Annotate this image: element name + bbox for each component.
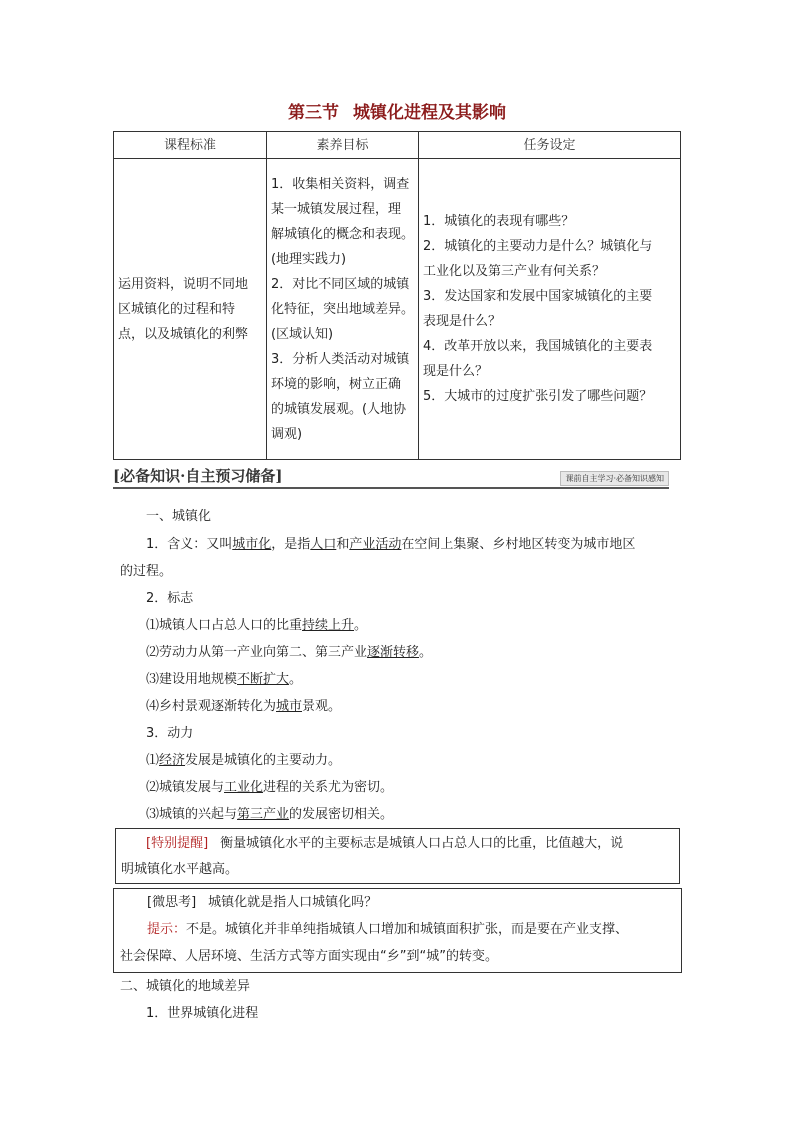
standard-line: 点，以及城镇化的利弊 (118, 326, 249, 342)
goal-line: (地理实践力) (270, 251, 347, 267)
task-line: 现是什么？ (423, 364, 489, 379)
standard-line: 运用资料，说明不同地 (118, 276, 249, 292)
heading-world-process: 1．世界城镇化进程 (146, 1006, 259, 1021)
heading-drivers: 3．动力 (146, 726, 194, 741)
goal-line: 的城镇发展观。(人地协 (270, 401, 407, 417)
task-line: 4．改革开放以来，我国城镇化的主要表 (423, 339, 653, 354)
tip-label: [特别提醒] (146, 836, 209, 851)
special-tip-box (115, 828, 680, 884)
task-line: 3．发达国家和发展中国家城镇化的主要 (423, 289, 653, 304)
section-name: 城镇化进程及其影响 (353, 103, 506, 123)
driver-item: ⑵城镇发展与工业化进程的关系尤为密切。 (146, 780, 394, 795)
header-tasks: 任务设定 (419, 132, 681, 159)
driver-item: ⑴经济发展是城镇化的主要动力。 (146, 753, 342, 768)
indicator-item: ⑵劳动力从第一产业向第二、第三产业逐渐转移。 (146, 645, 433, 660)
goals-cell (266, 159, 418, 460)
heading-indicators: 2．标志 (146, 591, 194, 606)
task-line: 5．大城市的过度扩张引发了哪些问题？ (423, 389, 653, 404)
section-bar (113, 465, 669, 489)
hint-line-1: 提示：不是。城镇化并非单纯指城镇人口增加和城镇面积扩张，而是要在产业支撑、 (147, 922, 629, 937)
goal-line: 化特征，突出地域差异。 (270, 301, 414, 317)
header-goals: 素养目标 (266, 132, 418, 159)
section-tag: 课前自主学习·必备知识感知 (560, 471, 669, 486)
driver-item: ⑶城镇的兴起与第三产业的发展密切相关。 (146, 807, 394, 822)
tasks-cell (419, 159, 681, 460)
definition-line-2: 的过程。 (120, 564, 173, 579)
header-standard: 课程标准 (114, 132, 267, 159)
heading-regional-differences: 二、城镇化的地域差异 (120, 979, 251, 994)
standard-cell (114, 159, 267, 460)
goal-line: 解城镇化的概念和表现。 (270, 226, 414, 242)
goal-line: 2．对比不同区域的城镇 (270, 276, 410, 292)
curriculum-table (113, 131, 681, 460)
heading-urbanization: 一、城镇化 (146, 509, 212, 524)
think-question: [微思考] 城镇化就是指人口城镇化吗？ (147, 895, 378, 910)
section-heading: [必备知识·自主预习储备] (113, 467, 283, 485)
definition-line: 1．含义：又叫城市化，是指人口和产业活动在空间上集聚、乡村地区转变为城市地区 (146, 537, 636, 552)
table-header-row (114, 132, 681, 159)
task-line: 表现是什么？ (423, 314, 502, 329)
tip-line-1: [特别提醒] 衡量城镇化水平的主要标志是城镇人口占总人口的比重，比值越大，说 (146, 836, 624, 851)
section-divider (113, 487, 669, 489)
goal-line: 某一城镇发展过程，理 (270, 201, 401, 217)
task-line: 工业化以及第三产业有何关系？ (423, 264, 606, 279)
standard-line: 区城镇化的过程和特 (118, 301, 236, 317)
task-line: 2．城镇化的主要动力是什么？城镇化与 (423, 239, 653, 254)
indicator-item: ⑷乡村景观逐渐转化为城市景观。 (146, 699, 342, 714)
think-label: [微思考] (147, 895, 197, 910)
goal-line: (区域认知) (270, 326, 334, 342)
task-line: 1．城镇化的表现有哪些？ (423, 214, 575, 229)
indicator-item: ⑶建设用地规模不断扩大。 (146, 672, 303, 687)
micro-think-box (113, 888, 682, 973)
table-row (114, 159, 681, 460)
goal-line: 环境的影响，树立正确 (270, 376, 401, 392)
section-title (0, 98, 794, 123)
hint-label: 提示： (147, 922, 187, 937)
tip-line-2: 明城镇化水平越高。 (121, 862, 239, 877)
goal-line: 调观) (270, 426, 303, 442)
hint-line-2: 社会保障、人居环境、生活方式等方面实现由“乡”到“城”的转变。 (120, 949, 498, 964)
goal-line: 1．收集相关资料，调查 (270, 176, 410, 192)
goal-line: 3．分析人类活动对城镇 (270, 351, 410, 367)
section-number: 第三节 (288, 103, 339, 123)
indicator-item: ⑴城镇人口占总人口的比重持续上升。 (146, 618, 368, 633)
